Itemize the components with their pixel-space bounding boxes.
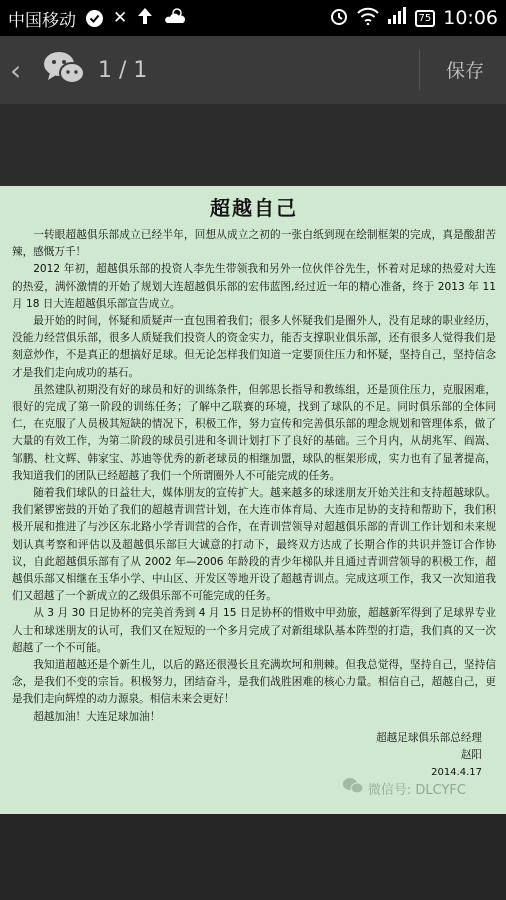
paragraph-3: 最开始的时间，怀疑和质疑声一直包围着我们；很多人怀疑我们是圈外人，没有足球的职业经历，没能力经营俱乐部，很多人质疑我们投资人的资金实力，能否支撑职业俱乐部，还有很多人觉得我们是刻意炒作，不是真正的想搞好足球。但无论怎样我们知道一定要顶住压力和怀疑，坚持自己，坚持信念才是我们走向成功的基石。 <box>12 315 496 379</box>
signal-icon <box>387 7 407 30</box>
viewer-background <box>0 104 506 186</box>
signature-name: 赵阳 <box>460 749 482 762</box>
signature-org: 超越足球俱乐部总经理 <box>376 731 482 744</box>
page-counter: 1 / 1 <box>98 57 148 83</box>
battery-icon: 75 <box>415 10 436 27</box>
check-icon <box>86 10 103 27</box>
paragraph-8: 超越加油！大连足球加油！ <box>33 710 161 723</box>
watermark <box>342 777 466 799</box>
weather-icon <box>163 7 187 30</box>
close-icon: ✕ <box>113 8 128 28</box>
watermark-text: 微信号: DLCYFC <box>367 782 466 798</box>
viewer-bottom-area <box>0 814 506 900</box>
carrier-name: 中国移动 <box>8 10 76 31</box>
save-button[interactable]: 保存 <box>445 60 484 82</box>
paragraph-7: 我知道超越还是个新生儿，以后的路还很漫长且充满坎坷和荆棘。但我总觉得，坚持自己，坚持信念，是我们不变的宗旨。积极努力，团结奋斗，是我们战胜困难的核心力量。相信自己，超越自己，更是我们走向辉煌的动力源泉。相信未来会更好！ <box>12 659 496 706</box>
app-bar <box>0 36 506 104</box>
status-bar <box>0 0 506 36</box>
paragraph-4: 虽然建队初期没有好的球员和好的训练条件，但郭思长指导和教练组，还是顶住压力，克服困难，很好的完成了第一阶段的训练任务；了解中乙联赛的环境，找到了球队的不足。同时俱乐部的全体同仁，在克服了人员极其短缺的情况下，积极工作，努力宣传和完善俱乐部的理念规划和管理体系，做了大量的有效工作，为第二阶段的球员引进和冬训计划打下了良好的基础。三个月内，从胡兆军、阎嵩、邹鹏、杜文辉、韩家宝、苏迪等优秀的新老球员的相继加盟，球队的框架形成，实力也有了显著提高，我知道我们的团队已经超越了我们一个所谓圈外人不可能完成的任务。 <box>12 383 496 482</box>
upload-arrow-icon <box>137 7 153 30</box>
document-image <box>0 186 506 814</box>
clock-time: 10:06 <box>443 7 498 29</box>
paragraph-6: 从 3 月 30 日足协杯的完美首秀到 4 月 15 日足协杯的惜败中甲劲旅，超越新军得到了足球界专业人士和球迷朋友的认可，我们又在短短的一个多月完成了对新组球队基本阵型的打造，我们真的又一次超越了一个不可能。 <box>12 607 496 654</box>
paragraph-1: 一转眼超越俱乐部成立已经半年，回想从成立之初的一张白纸到现在绘制框架的完成，真是酸甜苦辣，感慨万千！ <box>12 229 496 259</box>
signature-date: 2014.4.17 <box>431 767 482 779</box>
wechat-watermark-icon <box>342 777 364 799</box>
signature-block <box>12 730 496 782</box>
paragraph-5: 随着我们球队的日益壮大，媒体朋友的宣传扩大。越来越多的球迷朋友开始关注和支持超越球队。我们紧锣密鼓的开始了我们的超越青训营计划，在大连市体育局、大连市足协的支持和帮助下，我们积极开展和推进了与沙区东北路小学青训营的合作，在青训营领导对超越俱乐部的青训工作计划和未来规划认真考察和评估以及超越俱乐部巨大诚意的打动下，最终双方达成了长期合作的共识并签订合作协议，自此超越俱乐部有了从 2002 年—2006 年龄段的青少年梯队并且通过青训营领导的积极工作，超越俱乐部又相继在玉华小学、中山区、开发区等地开设了超越青训点。完成这项工作，我又一次知道我们又超越了一个新成立的乙级俱乐部不可能完成的任务。 <box>12 487 496 603</box>
divider <box>419 50 420 90</box>
alarm-icon <box>329 6 349 31</box>
back-icon[interactable]: ‹ <box>10 53 22 87</box>
document-title: 超越自己 <box>210 196 298 220</box>
wifi-icon <box>357 7 379 30</box>
paragraph-2: 2012 年初，超越俱乐部的投资人李先生带领我和另外一位伙伴谷先生，怀着对足球的热爱对大连的热爱，满怀激情的开始了规划大连超越俱乐部的宏伟蓝图,经过近一年的精心准备，终于 2013 年 11 月 18 日大连超越俱乐部宣告成立。 <box>12 263 496 310</box>
wechat-icon <box>42 50 86 90</box>
